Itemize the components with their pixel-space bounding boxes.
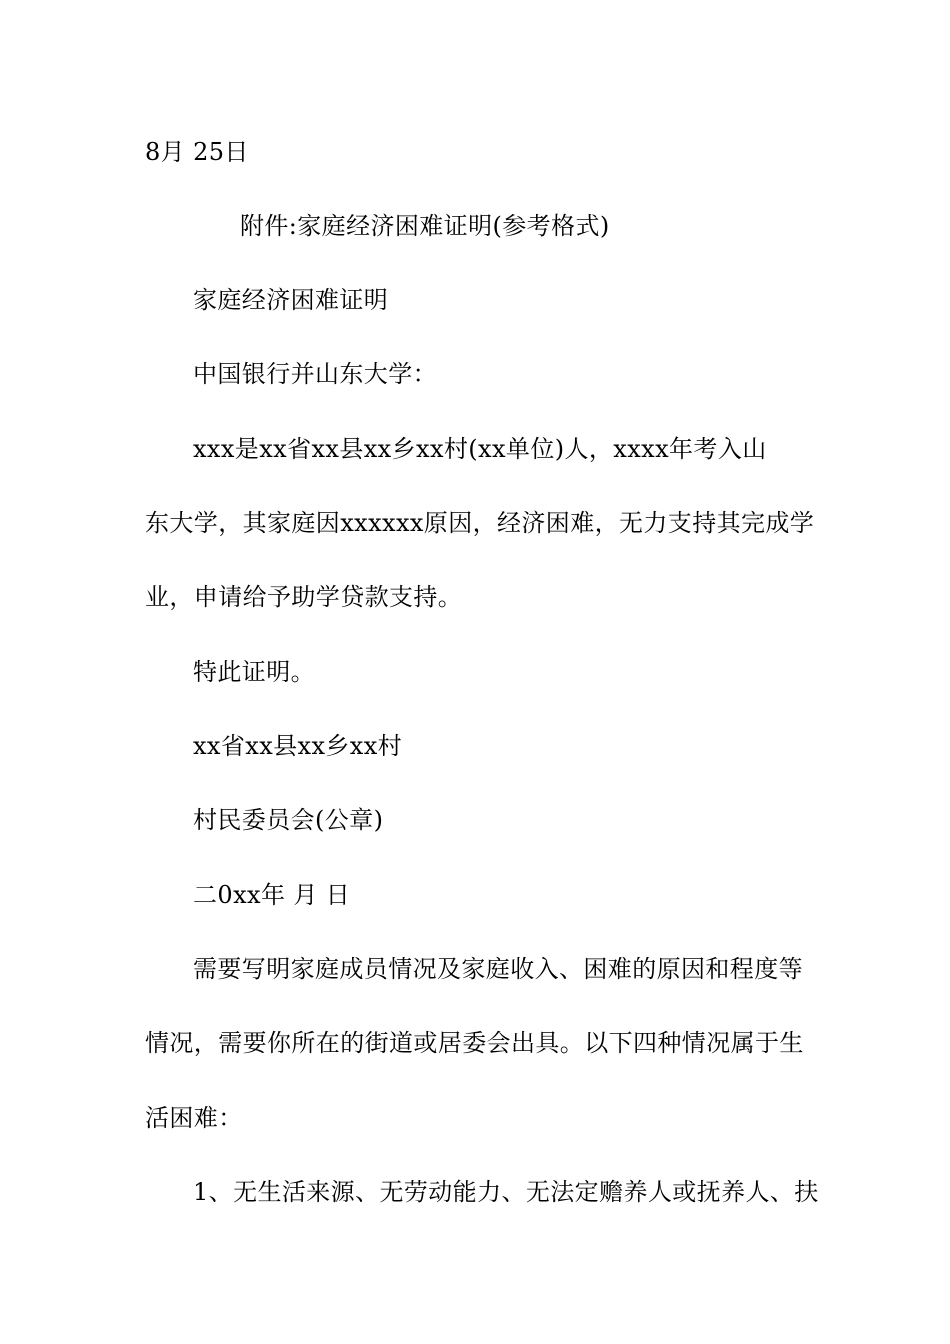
notes-line-1: 需要写明家庭成员情况及家庭收入、困难的原因和程度等 [193, 955, 803, 983]
notes-line-3: 活困难： [145, 1104, 243, 1132]
notes-line-2: 情况，需要你所在的街道或居委会出具。以下四种情况属于生 [145, 1029, 804, 1057]
signature-committee: 村民委员会(公章) [193, 806, 384, 834]
signature-address: xx省xx县xx乡xx村 [193, 732, 403, 760]
certificate-title: 家庭经济困难证明 [193, 286, 389, 314]
attachment-heading: 附件:家庭经济困难证明(参考格式) [240, 212, 610, 240]
salutation: 中国银行并山东大学： [193, 360, 437, 388]
document-date: 8月 25日 [145, 138, 249, 166]
certify-statement: 特此证明。 [193, 658, 315, 686]
signature-date: 二0xx年 月 日 [193, 881, 351, 909]
body-line-1: xxx是xx省xx县xx乡xx村(xx单位)人，xxxx年考入山 [193, 435, 767, 463]
body-line-3: 业，申请给予助学贷款支持。 [145, 583, 463, 611]
list-item-1: 1、无生活来源、无劳动能力、无法定赡养人或抚养人、扶 [193, 1178, 819, 1206]
body-line-2: 东大学，其家庭因xxxxxx原因，经济困难，无力支持其完成学 [145, 509, 815, 537]
